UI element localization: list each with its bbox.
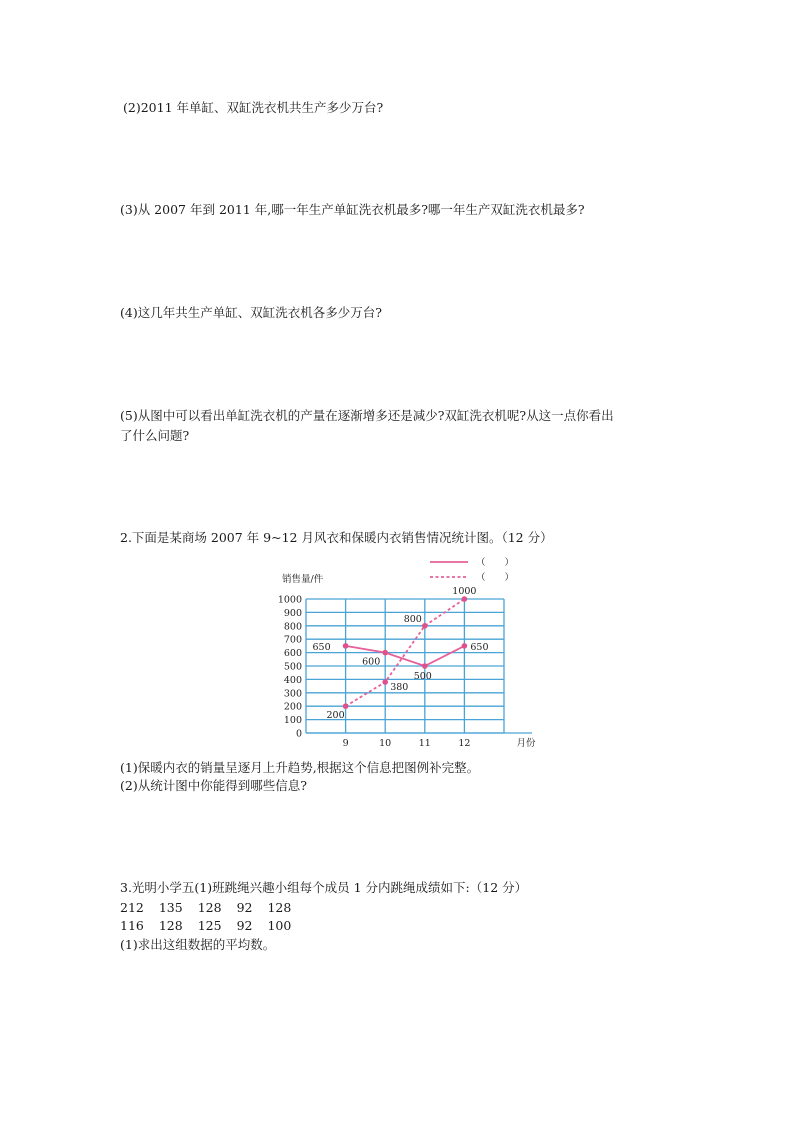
data-point: [382, 650, 388, 656]
y-tick-label: 800: [283, 621, 302, 633]
question-3-1: (1)求出这组数据的平均数。: [120, 937, 276, 952]
score-cell: 135: [158, 900, 183, 915]
x-tick-label: 10: [379, 738, 392, 749]
data-point: [462, 643, 468, 649]
data-point: [343, 703, 349, 709]
data-point: [422, 663, 428, 669]
x-tick-label: 12: [458, 738, 471, 749]
data-point: [343, 643, 349, 649]
question-2-title: 2.下面是某商场 2007 年 9~12 月风衣和保暖内衣销售情况统计图。（12 分）: [120, 530, 553, 545]
y-tick-label: 100: [283, 715, 302, 727]
x-axis-label: 月份: [516, 738, 536, 749]
y-tick-label: 1000: [277, 594, 302, 606]
question-1-5-line2: 了什么问题?: [120, 428, 190, 443]
question-1-2: (2)2011 年单缸、双缸洗衣机共生产多少万台?: [123, 100, 384, 115]
y-tick-label: 900: [283, 607, 302, 619]
score-cell: 100: [267, 918, 292, 933]
question-1-3: (3)从 2007 年到 2011 年,哪一年生产单缸洗衣机最多?哪一年生产双缸洗衣机最多?: [120, 202, 585, 217]
legend-solid-label: （ ）: [476, 557, 515, 569]
y-tick-label: 500: [283, 661, 302, 673]
score-cell: 92: [236, 918, 253, 933]
score-cell: 92: [236, 900, 253, 915]
y-tick-label: 200: [283, 701, 302, 713]
y-tick-label: 600: [283, 648, 302, 660]
data-point: [422, 623, 428, 629]
score-cell: 116: [120, 918, 144, 933]
score-cell: 125: [197, 918, 222, 933]
score-cell: 128: [267, 900, 292, 915]
question-3-title: 3.光明小学五(1)班跳绳兴趣小组每个成员 1 分内跳绳成绩如下:（12 分）: [120, 880, 528, 895]
question-2-2: (2)从统计图中你能得到哪些信息?: [120, 778, 307, 793]
chart-series: [313, 586, 489, 721]
score-cell: 128: [158, 918, 183, 933]
score-row-2: [120, 918, 306, 934]
data-label: 500: [413, 671, 432, 682]
y-axis-label: 销售量/件: [282, 574, 324, 585]
data-label: 380: [390, 682, 409, 694]
question-1-4: (4)这几年共生产单缸、双缸洗衣机各多少万台?: [120, 305, 382, 320]
score-cell: 128: [197, 900, 222, 915]
y-tick-label: 400: [283, 674, 302, 686]
data-label: 650: [470, 641, 489, 653]
sales-line-chart: [270, 552, 536, 752]
question-1-5-line1: (5)从图中可以看出单缸洗衣机的产量在逐渐增多还是减少?双缸洗衣机呢?从这一点你看出: [120, 408, 614, 423]
x-tick-label: 9: [342, 738, 349, 749]
data-label: 650: [312, 641, 331, 653]
question-2-1: (1)保暖内衣的销量呈逐月上升趋势,根据这个信息把图例补完整。: [120, 760, 480, 775]
y-tick-label: 700: [283, 634, 302, 646]
data-label: 200: [326, 710, 345, 722]
score-cell: 212: [120, 900, 144, 915]
legend-dashed-label: （ ）: [476, 572, 515, 584]
data-label: 1000: [452, 586, 477, 597]
data-label: 800: [403, 613, 422, 625]
score-row-1: [120, 900, 306, 916]
data-point: [382, 679, 388, 685]
chart-legend: [430, 558, 514, 584]
y-tick-label: 300: [283, 688, 302, 700]
x-tick-label: 11: [418, 738, 431, 749]
y-tick-label: 0: [295, 728, 302, 740]
data-point: [462, 596, 468, 602]
data-label: 600: [362, 656, 381, 668]
